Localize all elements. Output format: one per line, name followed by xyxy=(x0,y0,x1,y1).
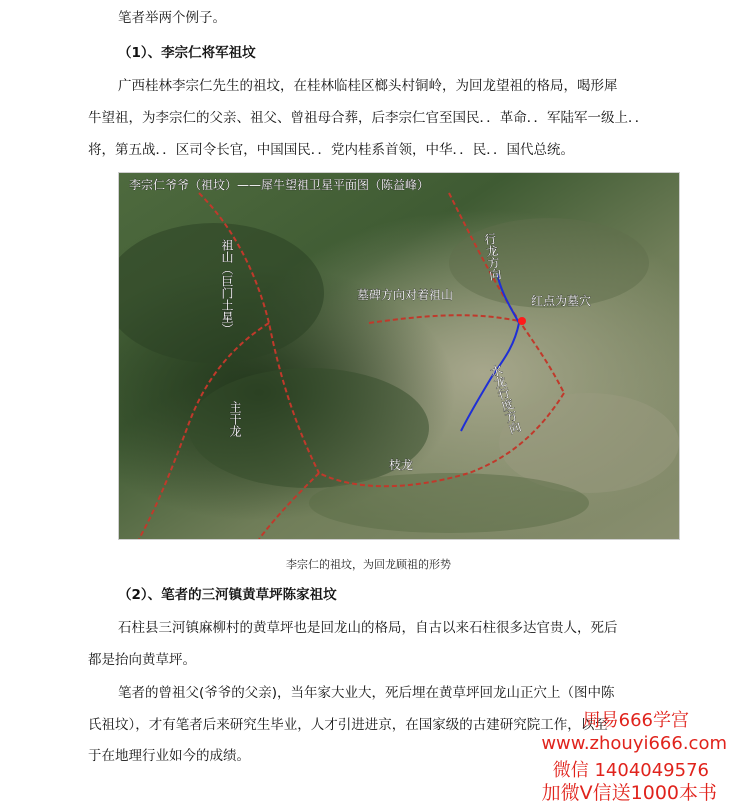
label-mubei: 墓碑方向对着祖山 xyxy=(357,288,454,302)
label-zushan: 祖山（巨门土星） xyxy=(220,239,234,335)
label-zhilong: 枝龙 xyxy=(389,458,414,472)
paragraph-line: 都是抬向黄草坪。 xyxy=(88,652,196,668)
label-zhulong: 主干龙 xyxy=(228,401,242,437)
paragraph-intro: 笔者举两个例子。 xyxy=(118,10,226,26)
heading-example-1: （1）、李宗仁将军祖坟 xyxy=(118,45,256,61)
paragraph-line: 石柱县三河镇麻柳村的黄草坪也是回龙山的格局，自古以来石柱很多达官贵人，死后 xyxy=(118,620,618,636)
label-xinglong: 行龙方向 xyxy=(482,232,503,282)
paragraph-line: 笔者的曾祖父(爷爷的父亲)，当年家大业大，死后埋在黄草坪回龙山正穴上（图中陈 xyxy=(118,685,615,701)
figure-caption: 李宗仁的祖坟，为回龙顾祖的形势 xyxy=(286,558,451,571)
watermark-offer: 加微V信送1000本书 xyxy=(541,782,717,804)
paragraph-line: 氏祖坟），才有笔者后来研究生毕业，人才引进进京，在国家级的古建研究院工作，以至 xyxy=(88,717,608,733)
heading-example-2: （2）、笔者的三河镇黄草坪陈家祖坟 xyxy=(118,587,337,603)
tomb-marker xyxy=(518,317,526,325)
paragraph-line: 将，第五战．．区司令长官，中国国民．．党内桂系首领，中华．．民．．国代总统。 xyxy=(88,142,574,158)
satellite-map-image xyxy=(119,173,679,539)
satellite-map-figure xyxy=(118,172,680,540)
paragraph-line: 广西桂林李宗仁先生的祖坟，在桂林临桂区榔头村铜岭，为回龙望祖的格局，喝形犀 xyxy=(118,78,618,94)
paragraph-line: 于在地理行业如今的成绩。 xyxy=(88,748,250,764)
figure-title: 李宗仁爷爷（祖坟）——犀牛望祖卫星平面图（陈益峰） xyxy=(129,178,430,192)
label-hongdian: 红点为墓穴 xyxy=(531,294,592,308)
watermark-wechat: 微信 1404049576 xyxy=(552,760,709,781)
watermark-url: www.zhouyi666.com xyxy=(541,733,727,754)
label-shuikou: 水龙行度方向 xyxy=(487,362,523,436)
paragraph-line: 牛望祖，为李宗仁的父亲、祖父、曾祖母合葬，后李宗仁官至国民．．革命．．军陆军一级上．． xyxy=(88,110,649,126)
watermark-title: 周易666学宫 xyxy=(582,710,689,731)
